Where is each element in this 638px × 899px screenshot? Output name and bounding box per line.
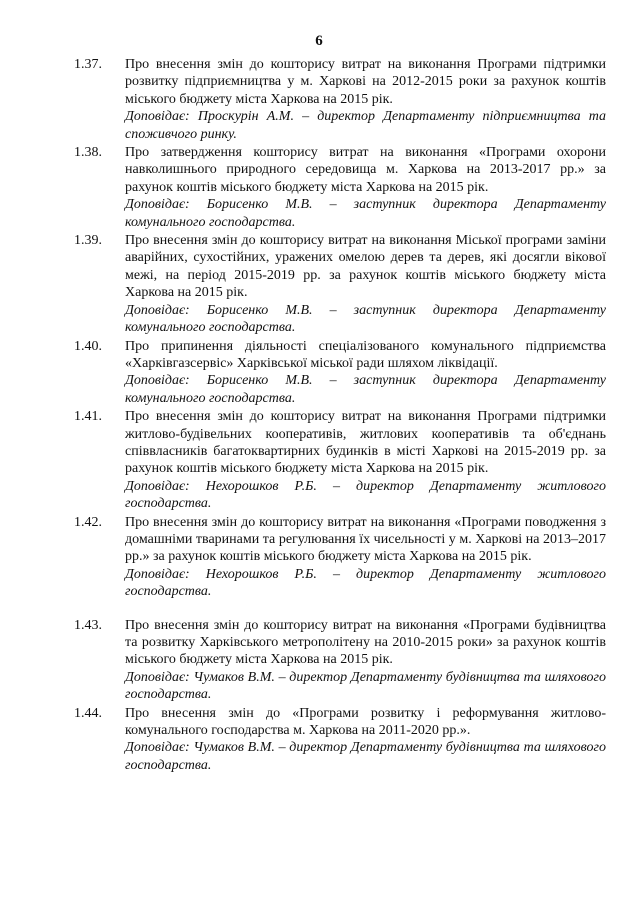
item-body: [125, 408, 606, 512]
agenda-item: [74, 617, 606, 704]
agenda-item: [74, 56, 606, 143]
item-number: 1.43.: [74, 617, 102, 633]
item-reporter: Доповідає: Проскурін А.М. – директор Департаменту підприємництва та споживчого ринку.: [125, 109, 606, 142]
item-text: Про внесення змін до кошторису витрат на виконання Програми підтримки розвитку підприємництва у м. Харкові на 2012-2015 роки за рахунок коштів міського бюджету міста Харкова на 2015 рік.: [125, 57, 606, 107]
item-text: Про внесення змін до кошторису витрат на виконання Міської програми заміни аварійних, сухостійних, уражених омелою дерев та дерев, які досягли вікової межі, на період 2015-2019 рр. за рахунок коштів міського бюджету міста Харкова на 2015 рік.: [125, 233, 606, 301]
item-reporter: Доповідає: Чумаков В.М. – директор Департаменту будівництва та шляхового господарства.: [125, 669, 606, 703]
agenda-item: [74, 408, 606, 512]
item-body: [125, 705, 606, 775]
item-number: 1.39.: [74, 233, 102, 249]
item-text: Про внесення змін до «Програми розвитку і реформування житлово-комунального господарства м. Харкова на 2011-2020 рр.».: [125, 705, 606, 739]
item-number: 1.44.: [74, 705, 102, 721]
item-body: [125, 514, 606, 601]
item-reporter: Доповідає: Борисенко М.В. – заступник директора Департаменту комунального господарства.: [125, 197, 606, 230]
agenda-item: [74, 338, 606, 408]
item-number: 1.40.: [74, 338, 102, 354]
agenda-item: [74, 514, 606, 601]
agenda-item: [74, 705, 606, 775]
item-number: 1.38.: [74, 145, 102, 161]
item-body: [125, 338, 606, 408]
item-text: Про затвердження кошторису витрат на виконання «Програми охорони навколишнього природного середовища м. Харкова на 2013-2017 рр.» за рахунок коштів міського бюджету міста Харкова на 2015 рік.: [125, 145, 606, 195]
item-number: 1.42.: [74, 514, 102, 530]
agenda-item: [74, 232, 606, 336]
item-body: [125, 56, 606, 143]
item-reporter: Доповідає: Борисенко М.В. – заступник директора Департаменту комунального господарства.: [125, 302, 606, 336]
item-text: Про внесення змін до кошторису витрат на виконання «Програми будівництва та розвитку Харківського метрополітену на 2010-2015 роки» за рахунок коштів міського бюджету міста Харкова на 2015 рік.: [125, 617, 606, 668]
item-reporter: Доповідає: Нехорошков Р.Б. – директор Департаменту житлового господарства.: [125, 478, 606, 512]
item-reporter: Доповідає: Чумаков В.М. – директор Департаменту будівництва та шляхового господарства.: [125, 740, 606, 773]
item-body: [125, 232, 606, 336]
item-text: Про внесення змін до кошторису витрат на виконання Програми підтримки житлово-будівельних кооперативів, житлових кооперативів та об'єднань співвласників багатоквартирних будинків в місті Харкові на 2015-2019 рр. за рахунок коштів міського бюджету міста Харкова на 2015 рік.: [125, 409, 606, 477]
item-text: Про внесення змін до кошторису витрат на виконання «Програми поводження з домашніми тваринами та регулювання їх чисельності у м. Харкові на 2013–2017 рр.» за рахунок коштів міського бюджету міста Харкова на 2015 рік.: [125, 514, 606, 565]
item-number: 1.41.: [74, 409, 102, 425]
agenda-list: [74, 56, 606, 774]
item-body: [125, 144, 606, 231]
item-body: [125, 617, 606, 704]
item-number: 1.37.: [74, 57, 102, 72]
item-reporter: Доповідає: Нехорошков Р.Б. – директор Департаменту житлового господарства.: [125, 566, 606, 600]
item-text: Про припинення діяльності спеціалізованого комунального підприємства «Харківгазсервіс» Харківської міської ради шляхом ліквідації.: [125, 338, 606, 371]
item-reporter: Доповідає: Борисенко М.В. – заступник директора Департаменту комунального господарства.: [125, 373, 606, 406]
agenda-item: [74, 144, 606, 231]
page-number: 6: [315, 33, 323, 49]
